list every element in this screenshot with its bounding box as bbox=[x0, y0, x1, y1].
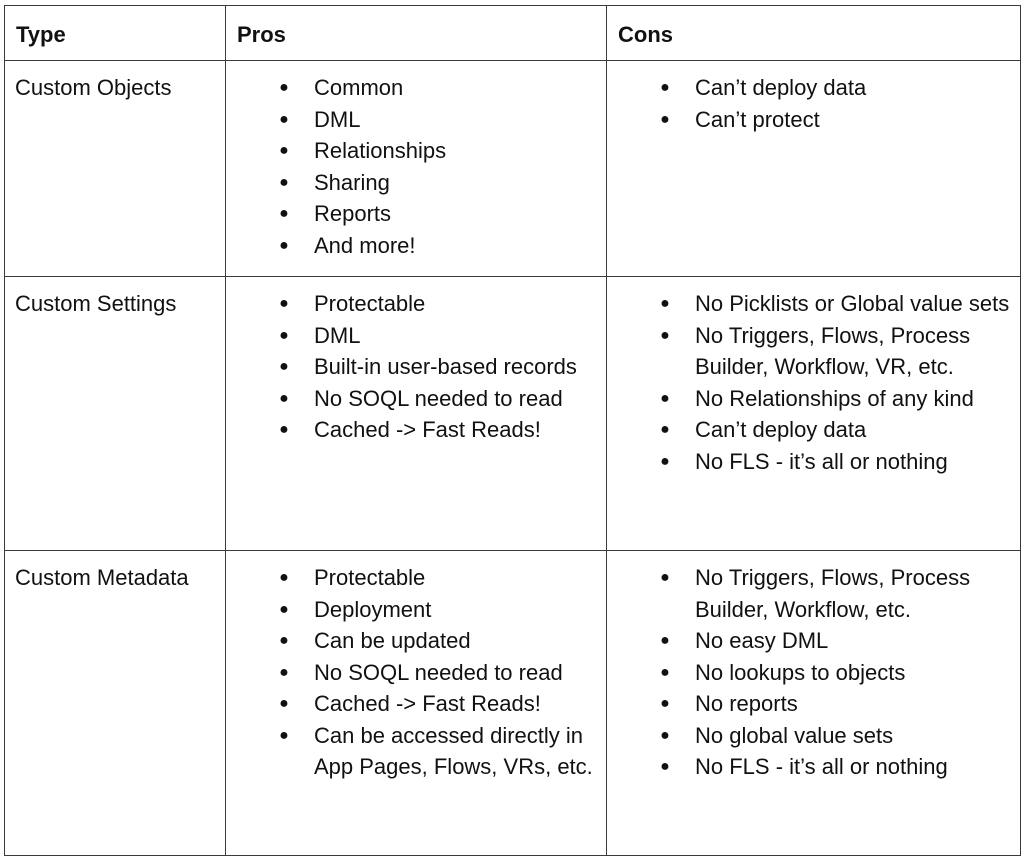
bullet-icon: ● bbox=[279, 142, 289, 159]
bullet-icon: ● bbox=[660, 110, 670, 128]
pros-cell bbox=[226, 61, 607, 277]
bullet-icon: ● bbox=[279, 632, 289, 649]
list-item-text: Can be accessed directly in App Pages, Flows, VRs, etc. bbox=[314, 722, 593, 779]
bullet-icon: ● bbox=[660, 389, 670, 407]
list-item bbox=[226, 72, 606, 104]
list-item bbox=[226, 720, 606, 783]
cons-cell bbox=[607, 551, 1021, 856]
list-item-text: No SOQL needed to read bbox=[314, 385, 563, 411]
list-item bbox=[607, 751, 1020, 783]
list-item bbox=[607, 288, 1020, 320]
list-item-text: Can’t deploy data bbox=[695, 417, 867, 442]
list-item bbox=[226, 414, 606, 446]
bullet-icon: ● bbox=[660, 452, 670, 470]
list-item-text: No Relationships of any kind bbox=[695, 385, 974, 411]
bullet-icon: ● bbox=[660, 726, 670, 744]
bullet-icon: ● bbox=[279, 295, 289, 312]
list-item-text: No Triggers, Flows, Process Builder, Workflow, VR, etc. bbox=[695, 322, 971, 379]
bullet-icon: ● bbox=[660, 569, 670, 586]
list-item bbox=[607, 688, 1020, 720]
header-cons bbox=[607, 6, 1021, 61]
table-row bbox=[5, 551, 1021, 856]
type-label: Custom Settings bbox=[15, 291, 177, 316]
comparison-table bbox=[4, 5, 1021, 856]
list-item bbox=[226, 688, 606, 720]
bullet-icon: ● bbox=[279, 236, 289, 254]
list-item bbox=[607, 72, 1020, 104]
type-cell bbox=[5, 551, 226, 856]
list-item-text: Reports bbox=[314, 201, 392, 226]
list-item-text: No easy DML bbox=[695, 628, 829, 653]
list-item-text: Relationships bbox=[314, 138, 447, 163]
list-item bbox=[226, 135, 606, 167]
bullet-icon: ● bbox=[660, 632, 670, 649]
bullet-icon: ● bbox=[279, 110, 289, 128]
list-item-text: No Picklists or Global value sets bbox=[695, 291, 1010, 316]
bullet-icon: ● bbox=[279, 726, 289, 744]
list-item bbox=[226, 198, 606, 230]
header-cons-label: Cons bbox=[618, 22, 673, 47]
list-item-text: No FLS - it’s all or nothing bbox=[695, 754, 948, 779]
bullet-icon: ● bbox=[279, 600, 289, 618]
cons-cell bbox=[607, 277, 1021, 551]
list-item-text: And more! bbox=[314, 232, 416, 258]
list-item-text: Can’t protect bbox=[695, 106, 820, 132]
list-item bbox=[226, 562, 606, 594]
list-item bbox=[226, 351, 606, 383]
list-item-text: Common bbox=[314, 75, 404, 100]
bullet-icon: ● bbox=[279, 205, 289, 222]
list-item-text: DML bbox=[314, 322, 361, 348]
bullet-icon: ● bbox=[279, 389, 289, 407]
cons-list bbox=[607, 551, 1020, 783]
bullet-icon: ● bbox=[279, 79, 289, 96]
pros-cell bbox=[226, 551, 607, 856]
list-item bbox=[226, 625, 606, 657]
list-item bbox=[226, 104, 606, 136]
bullet-icon: ● bbox=[660, 326, 670, 344]
list-item-text: No lookups to objects bbox=[695, 659, 906, 685]
list-item-text: Can’t deploy data bbox=[695, 75, 867, 100]
header-type-label: Type bbox=[16, 22, 66, 47]
list-item-text: No FLS - it’s all or nothing bbox=[695, 448, 948, 474]
bullet-icon: ● bbox=[660, 758, 670, 775]
type-label: Custom Metadata bbox=[15, 565, 189, 590]
pros-list bbox=[226, 277, 606, 446]
bullet-icon: ● bbox=[279, 663, 289, 681]
list-item-text: Built-in user-based records bbox=[314, 354, 577, 379]
list-item bbox=[607, 104, 1020, 136]
list-item bbox=[226, 288, 606, 320]
bullet-icon: ● bbox=[279, 569, 289, 586]
list-item bbox=[226, 383, 606, 415]
header-pros bbox=[226, 6, 607, 61]
list-item-text: Cached -> Fast Reads! bbox=[314, 417, 541, 442]
table-row bbox=[5, 277, 1021, 551]
cons-list bbox=[607, 277, 1020, 477]
list-item-text: No global value sets bbox=[695, 722, 894, 748]
list-item-text: No Triggers, Flows, Process Builder, Workflow, etc. bbox=[695, 565, 971, 622]
bullet-icon: ● bbox=[279, 173, 289, 191]
type-cell bbox=[5, 61, 226, 277]
list-item-text: DML bbox=[314, 106, 361, 132]
list-item bbox=[226, 320, 606, 352]
list-item bbox=[607, 720, 1020, 752]
list-item bbox=[607, 562, 1020, 625]
table-row bbox=[5, 61, 1021, 277]
list-item bbox=[226, 167, 606, 199]
list-item-text: Cached -> Fast Reads! bbox=[314, 691, 541, 716]
list-item bbox=[226, 657, 606, 689]
list-item bbox=[607, 446, 1020, 478]
bullet-icon: ● bbox=[660, 79, 670, 96]
list-item bbox=[607, 414, 1020, 446]
list-item bbox=[607, 383, 1020, 415]
list-item bbox=[226, 230, 606, 262]
pros-list bbox=[226, 551, 606, 783]
list-item-text: No reports bbox=[695, 691, 798, 716]
list-item bbox=[607, 657, 1020, 689]
type-cell bbox=[5, 277, 226, 551]
list-item-text: Sharing bbox=[314, 169, 390, 195]
list-item-text: Protectable bbox=[314, 291, 426, 316]
bullet-icon: ● bbox=[279, 695, 289, 712]
bullet-icon: ● bbox=[279, 421, 289, 438]
type-label: Custom Objects bbox=[15, 75, 172, 100]
bullet-icon: ● bbox=[279, 326, 289, 344]
pros-cell bbox=[226, 277, 607, 551]
pros-list bbox=[226, 61, 606, 261]
header-type bbox=[5, 6, 226, 61]
list-item bbox=[607, 320, 1020, 383]
list-item bbox=[607, 625, 1020, 657]
bullet-icon: ● bbox=[660, 663, 670, 681]
list-item-text: Deployment bbox=[314, 596, 432, 622]
bullet-icon: ● bbox=[660, 421, 670, 438]
list-item bbox=[226, 594, 606, 626]
cons-list bbox=[607, 61, 1020, 135]
header-pros-label: Pros bbox=[237, 22, 286, 47]
bullet-icon: ● bbox=[660, 295, 670, 312]
list-item-text: Protectable bbox=[314, 565, 426, 590]
cons-cell bbox=[607, 61, 1021, 277]
list-item-text: No SOQL needed to read bbox=[314, 659, 563, 685]
header-row bbox=[5, 6, 1021, 61]
list-item-text: Can be updated bbox=[314, 628, 471, 653]
bullet-icon: ● bbox=[660, 695, 670, 712]
bullet-icon: ● bbox=[279, 358, 289, 375]
